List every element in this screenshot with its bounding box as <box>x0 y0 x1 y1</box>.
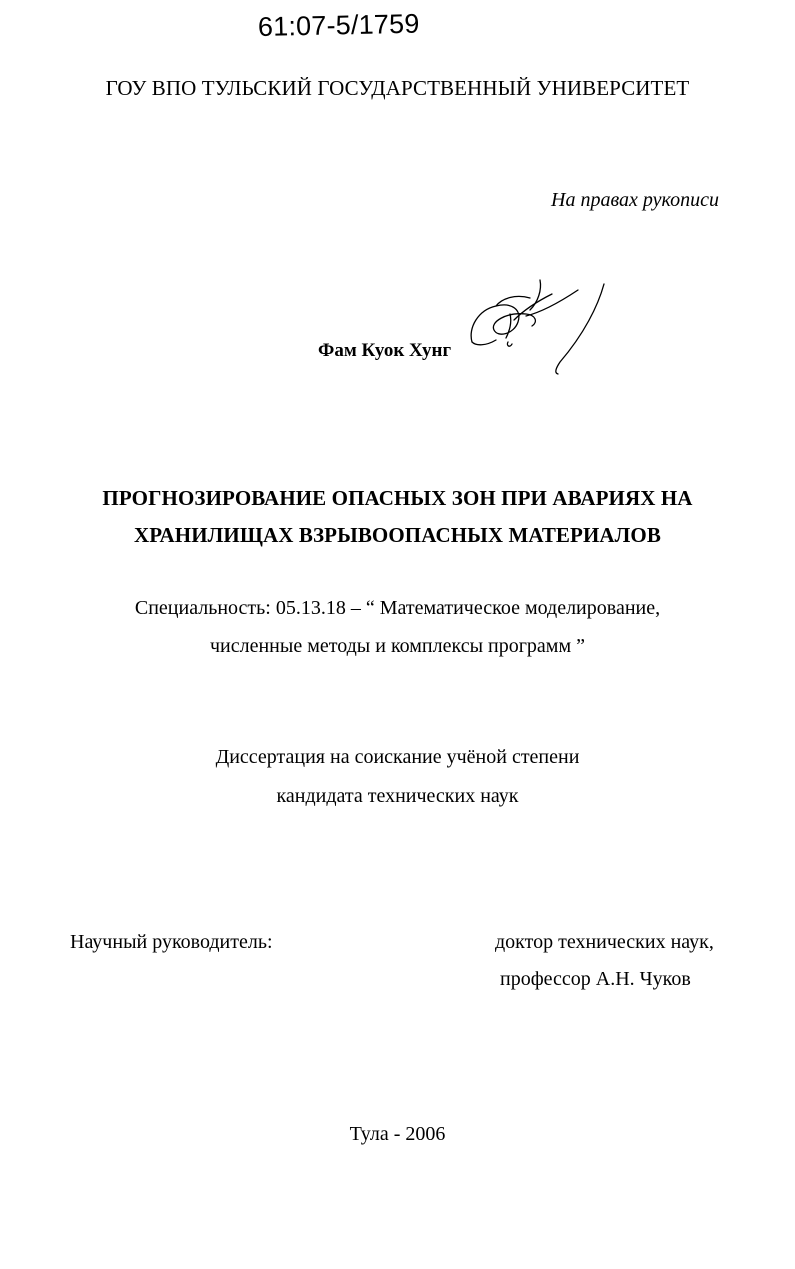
supervisor-degree: доктор технических наук, <box>495 931 714 953</box>
specialty-line-1: Специальность: 05.13.18 – “ Математическое моделирование, <box>134 597 661 619</box>
specialty-line-2: численные методы и комплексы программ ” <box>209 635 585 657</box>
author-signature <box>466 276 616 380</box>
university-name: ГОУ ВПО ТУЛЬСКИЙ ГОСУДАРСТВЕННЫЙ УНИВЕРСИТЕТ <box>105 76 690 100</box>
rights-note: На правах рукописи <box>551 189 719 211</box>
supervisor-name: профессор А.Н. Чуков <box>500 968 691 990</box>
author-name: Фам Куок Хунг <box>318 340 452 361</box>
archive-stamp: 61:07-5/1759 <box>257 8 420 42</box>
degree-statement-line-1: Диссертация на соискание учёной степени <box>215 746 580 768</box>
supervisor-label: Научный руководитель: <box>70 931 273 953</box>
degree-statement-line-2: кандидата технических наук <box>276 785 519 807</box>
dissertation-title-line-1: ПРОГНОЗИРОВАНИЕ ОПАСНЫХ ЗОН ПРИ АВАРИЯХ НА <box>102 486 693 510</box>
city-year: Тула - 2006 <box>349 1123 446 1145</box>
dissertation-title-line-2: ХРАНИЛИЩАХ ВЗРЫВООПАСНЫХ МАТЕРИАЛОВ <box>134 523 661 547</box>
